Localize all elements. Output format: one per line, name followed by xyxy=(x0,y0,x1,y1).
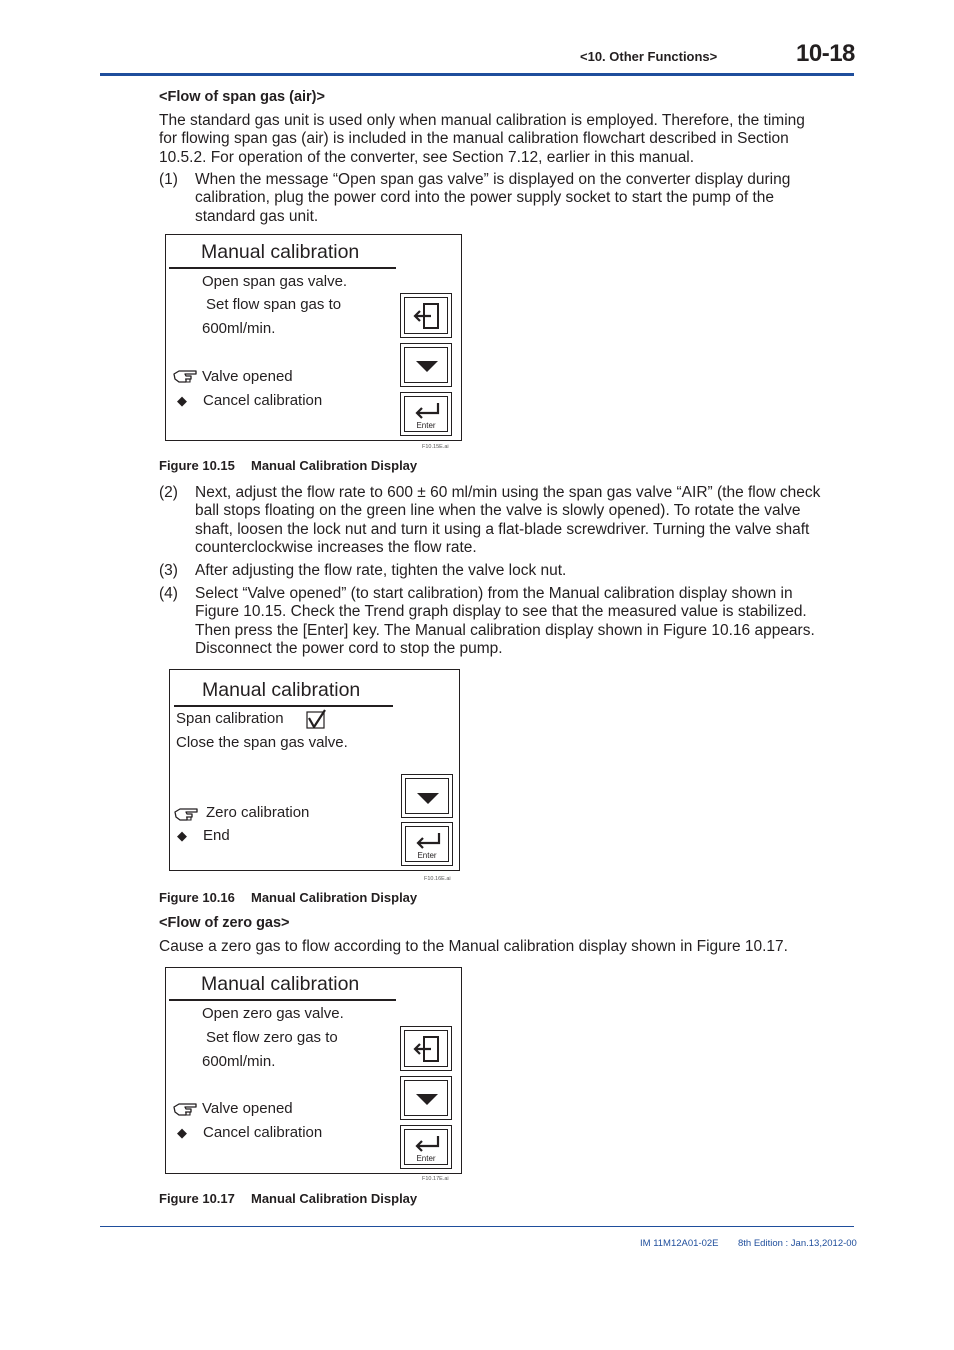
option-cancel-calibration[interactable]: Cancel calibration xyxy=(203,1124,323,1141)
instruction-line: Set flow zero gas to xyxy=(206,1029,338,1046)
option-cancel-calibration[interactable]: Cancel calibration xyxy=(203,392,323,409)
pointing-hand-icon xyxy=(173,805,199,823)
caption-text: Manual Calibration Display xyxy=(251,890,418,905)
status-span-calibration: Span calibration xyxy=(176,710,284,727)
return-icon xyxy=(401,1027,453,1072)
step-number: (1) xyxy=(159,171,178,188)
enter-icon xyxy=(401,1126,453,1170)
step-line: ball stops floating on the green line when the valve is slowly opened). To rotate the valve xyxy=(195,502,801,520)
header-rule xyxy=(100,73,854,76)
down-arrow-icon xyxy=(402,775,454,819)
pointing-hand-icon xyxy=(172,1100,198,1118)
figure-caption-10-15 xyxy=(159,458,417,473)
caption-text: Manual Calibration Display xyxy=(251,458,418,473)
enter-label: Enter xyxy=(416,421,436,430)
instruction-line: 600ml/min. xyxy=(202,1053,276,1070)
step-line: standard gas unit. xyxy=(195,207,319,225)
return-button[interactable] xyxy=(400,293,452,338)
instruction-line: 600ml/min. xyxy=(202,320,276,337)
span-gas-intro xyxy=(159,112,849,167)
figure-file-id: F10.15E.ai xyxy=(422,444,449,450)
title-underline xyxy=(174,705,393,707)
down-button[interactable] xyxy=(400,1076,452,1120)
pointing-hand-icon xyxy=(172,367,198,385)
option-valve-opened[interactable]: Valve opened xyxy=(202,1100,293,1117)
enter-label: Enter xyxy=(416,1154,436,1163)
instruction-line: Open span gas valve. xyxy=(202,273,348,290)
enter-button[interactable] xyxy=(400,392,452,436)
option-valve-opened[interactable]: Valve opened xyxy=(202,368,293,385)
option-end[interactable]: End xyxy=(203,827,230,844)
bullet-diamond-icon: ◆ xyxy=(177,1125,187,1140)
step-4 xyxy=(159,585,849,659)
option-zero-calibration[interactable]: Zero calibration xyxy=(206,804,310,821)
zero-gas-intro: Cause a zero gas to flow according to the Manual calibration display shown in Figure 10.17. xyxy=(159,938,788,955)
instruction-line: Close the span gas valve. xyxy=(176,734,348,751)
bullet-diamond-icon: ◆ xyxy=(177,828,187,843)
zero-gas-heading: <Flow of zero gas> xyxy=(159,915,290,931)
intro-line: for flowing span gas (air) is included in the manual calibration flowchart described in Section xyxy=(159,130,789,148)
enter-button[interactable] xyxy=(400,1125,452,1169)
instruction-line: Open zero gas valve. xyxy=(202,1005,344,1022)
enter-icon xyxy=(402,823,454,867)
title-underline xyxy=(169,999,396,1001)
intro-line: The standard gas unit is used only when manual calibration is employed. Therefore, the timing xyxy=(159,112,805,129)
step-number: (3) xyxy=(159,562,178,579)
manual-calibration-display-fig17 xyxy=(165,967,462,1174)
step-number: (2) xyxy=(159,484,178,501)
section-title: <10. Other Functions> xyxy=(580,49,718,64)
step-line: Figure 10.15. Check the Trend graph display to see that the measured value is stabilized. xyxy=(195,603,807,621)
edition-info: 8th Edition : Jan.13,2012-00 xyxy=(738,1238,857,1249)
document-id: IM 11M12A01-02E xyxy=(640,1238,719,1249)
step-1 xyxy=(159,171,849,227)
caption-label: Figure 10.16 xyxy=(159,890,235,905)
caption-label: Figure 10.15 xyxy=(159,458,235,473)
enter-label: Enter xyxy=(417,851,437,860)
figure-caption-10-16 xyxy=(159,890,417,905)
display-title: Manual calibration xyxy=(202,679,361,701)
figure-file-id: F10.17E.ai xyxy=(422,1176,449,1182)
step-3 xyxy=(159,562,849,581)
page-number: 10-18 xyxy=(796,40,855,67)
step-line: Next, adjust the flow rate to 600 ± 60 ml/min using the span gas valve “AIR” (the flow check xyxy=(195,484,821,501)
step-line: When the message “Open span gas valve” is displayed on the converter display during xyxy=(195,171,791,188)
step-number: (4) xyxy=(159,585,178,602)
intro-line: 10.5.2. For operation of the converter, see Section 7.12, earlier in this manual. xyxy=(159,148,695,166)
step-line: After adjusting the flow rate, tighten the valve lock nut. xyxy=(195,562,567,579)
down-button[interactable] xyxy=(400,343,452,387)
footer-rule xyxy=(100,1226,854,1227)
step-line: calibration, plug the power cord into the power supply socket to start the pump of the xyxy=(195,189,774,207)
step-2 xyxy=(159,484,849,558)
caption-text: Manual Calibration Display xyxy=(251,1191,418,1206)
caption-label: Figure 10.17 xyxy=(159,1191,235,1206)
bullet-diamond-icon: ◆ xyxy=(177,393,187,408)
down-button[interactable] xyxy=(401,774,453,818)
step-line: Then press the [Enter] key. The Manual calibration display shown in Figure 10.16 appears. xyxy=(195,621,815,639)
step-line: shaft, loosen the lock nut and turn it using a flat-blade screwdriver. Turning the valve shaft xyxy=(195,520,810,538)
title-underline xyxy=(169,267,396,269)
enter-button[interactable] xyxy=(401,822,453,866)
down-arrow-icon xyxy=(401,1077,453,1121)
figure-file-id: F10.16E.ai xyxy=(424,876,451,882)
return-button[interactable] xyxy=(400,1026,452,1071)
enter-icon xyxy=(401,393,453,437)
display-title: Manual calibration xyxy=(201,241,360,263)
figure-caption-10-17 xyxy=(159,1191,417,1206)
return-icon xyxy=(401,294,453,339)
step-line: counterclockwise increases the flow rate. xyxy=(195,538,477,556)
down-arrow-icon xyxy=(401,344,453,388)
instruction-line: Set flow span gas to xyxy=(206,296,342,313)
display-title: Manual calibration xyxy=(201,973,360,995)
check-mark-icon xyxy=(305,708,327,730)
span-gas-heading: <Flow of span gas (air)> xyxy=(159,89,325,105)
step-line: Select “Valve opened” (to start calibration) from the Manual calibration display shown in xyxy=(195,585,793,602)
manual-calibration-display-fig15 xyxy=(165,234,462,441)
step-line: Disconnect the power cord to stop the pump. xyxy=(195,639,503,657)
manual-calibration-display-fig16 xyxy=(169,669,460,871)
